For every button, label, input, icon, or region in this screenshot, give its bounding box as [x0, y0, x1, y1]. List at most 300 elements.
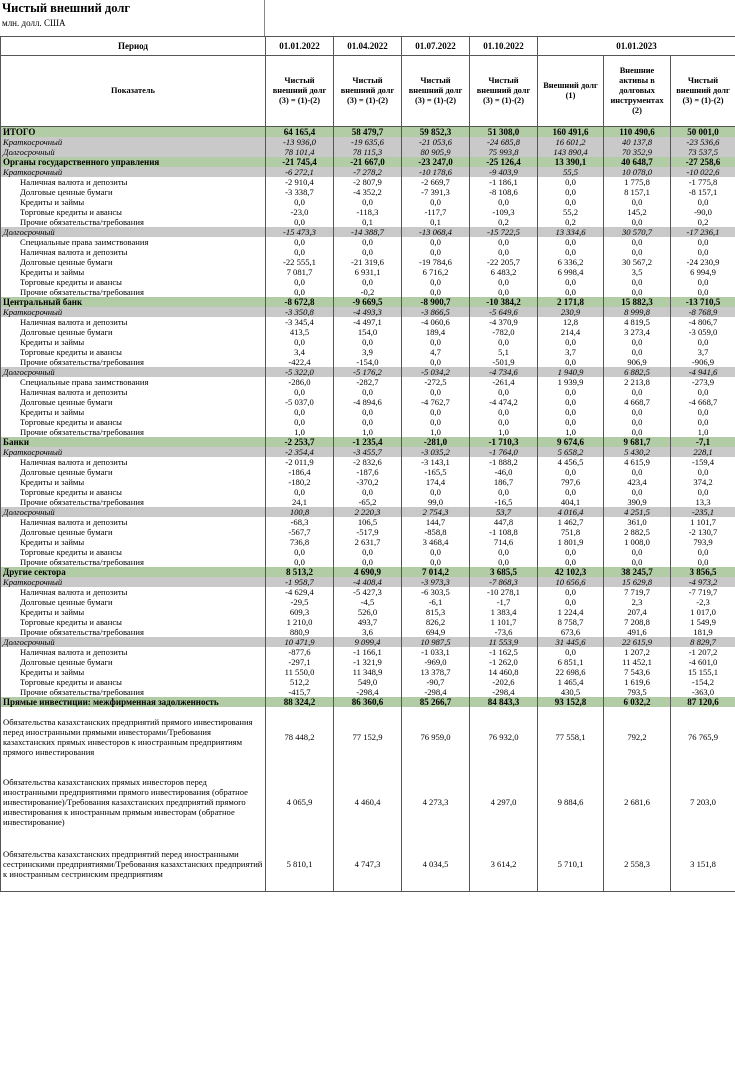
table-row: [1, 317, 735, 327]
table-row: [1, 327, 735, 337]
value-cell: -4 973,2: [671, 577, 735, 587]
value-cell: -4 629,4: [266, 587, 334, 597]
row-label: Наличная валюта и депозиты: [1, 587, 266, 597]
value-cell: 0,0: [604, 247, 671, 257]
value-cell: 0,0: [604, 557, 671, 567]
row-label: Торговые кредиты и авансы: [1, 417, 266, 427]
value-cell: 87 120,6: [671, 697, 735, 707]
value-cell: -1 235,4: [334, 437, 402, 447]
value-cell: -7 391,3: [402, 187, 470, 197]
table-row: [1, 567, 735, 577]
table-row: [1, 257, 735, 267]
value-cell: -14 388,7: [334, 227, 402, 237]
value-cell: 4,7: [402, 347, 470, 357]
value-cell: -1 108,8: [470, 527, 538, 537]
value-cell: -8 900,7: [402, 297, 470, 307]
value-cell: -5 649,6: [470, 307, 538, 317]
header-row-indicator: [1, 56, 735, 127]
table-row: [1, 547, 735, 557]
value-cell: 374,2: [671, 477, 735, 487]
value-cell: -415,7: [266, 687, 334, 697]
value-cell: -2,3: [671, 597, 735, 607]
value-cell: -286,0: [266, 377, 334, 387]
value-cell: 3 685,5: [470, 567, 538, 577]
value-cell: 50 001,0: [671, 127, 735, 138]
value-cell: -10 022,6: [671, 167, 735, 177]
value-cell: -13 710,5: [671, 297, 735, 307]
value-cell: 6 851,1: [538, 657, 604, 667]
table-row: [1, 537, 735, 547]
value-cell: 0,0: [470, 287, 538, 297]
value-cell: 228,1: [671, 447, 735, 457]
row-label: Кредиты и займы: [1, 267, 266, 277]
value-cell: -5 034,2: [402, 367, 470, 377]
value-cell: 2,3: [604, 597, 671, 607]
value-cell: -4,5: [334, 597, 402, 607]
value-cell: 76 765,9: [671, 707, 735, 767]
table-row: [1, 447, 735, 457]
value-cell: 1 207,2: [604, 647, 671, 657]
value-cell: 8 157,1: [604, 187, 671, 197]
value-cell: 1 101,7: [671, 517, 735, 527]
value-cell: 0,0: [470, 247, 538, 257]
value-cell: 145,2: [604, 207, 671, 217]
row-label: Краткосрочный: [1, 577, 266, 587]
value-cell: 2 882,5: [604, 527, 671, 537]
table-row: [1, 587, 735, 597]
value-cell: 10 471,9: [266, 637, 334, 647]
value-cell: 0,0: [402, 337, 470, 347]
value-cell: 0,0: [470, 487, 538, 497]
date-header-last: 01.01.2023: [538, 37, 735, 56]
value-cell: 0,2: [671, 217, 735, 227]
value-cell: -109,3: [470, 207, 538, 217]
value-cell: -13 068,4: [402, 227, 470, 237]
value-cell: 1 619,6: [604, 677, 671, 687]
value-cell: 77 558,1: [538, 707, 604, 767]
value-cell: 4 747,3: [334, 837, 402, 892]
value-cell: 13 334,6: [538, 227, 604, 237]
value-cell: 0,0: [402, 417, 470, 427]
value-cell: 1,0: [671, 427, 735, 437]
value-cell: 40 648,7: [604, 157, 671, 167]
header-row-period: [1, 37, 735, 56]
value-cell: 714,6: [470, 537, 538, 547]
value-cell: 80 905,9: [402, 147, 470, 157]
row-label: Обязательства казахстанских прямых инвесторов перед иностранными предприятиями прямого инвестирования (обратное инвестирование)/Требования казахстанских предприятий прямого инвестирования к иностранным прямым инвесторам (обратное инвестирование): [1, 767, 266, 837]
indicator-label: Показатель: [1, 56, 266, 127]
value-cell: -363,0: [671, 687, 735, 697]
table-row: [1, 237, 735, 247]
value-cell: -6 272,1: [266, 167, 334, 177]
value-cell: 143 890,4: [538, 147, 604, 157]
value-cell: -0,2: [334, 287, 402, 297]
value-cell: 797,6: [538, 477, 604, 487]
row-label: Торговые кредиты и авансы: [1, 277, 266, 287]
value-cell: -21 319,6: [334, 257, 402, 267]
value-cell: 181,9: [671, 627, 735, 637]
value-cell: -6 303,5: [402, 587, 470, 597]
unit-note: млн. долл. США: [2, 18, 66, 28]
table-row: [1, 397, 735, 407]
value-cell: 5 710,1: [538, 837, 604, 892]
value-cell: 1 940,9: [538, 367, 604, 377]
value-cell: 55,2: [538, 207, 604, 217]
row-label: Обязательства казахстанских предприятий перед иностранными сестринскими предприятиями/Требования казахстанских предприятий к иностранным сестринским предприятиям: [1, 837, 266, 892]
value-cell: -9 669,5: [334, 297, 402, 307]
table-row: [1, 677, 735, 687]
value-cell: 0,0: [402, 287, 470, 297]
value-cell: 0,0: [671, 337, 735, 347]
value-cell: -8 672,8: [266, 297, 334, 307]
value-cell: 0,0: [671, 467, 735, 477]
value-cell: 15 155,1: [671, 667, 735, 677]
row-label: Краткосрочный: [1, 447, 266, 457]
value-cell: -3 866,5: [402, 307, 470, 317]
table-row: [1, 497, 735, 507]
row-label: Краткосрочный: [1, 167, 266, 177]
value-cell: 549,0: [334, 677, 402, 687]
value-cell: 3 468,4: [402, 537, 470, 547]
value-cell: 6 483,2: [470, 267, 538, 277]
value-cell: 736,8: [266, 537, 334, 547]
value-cell: 793,5: [604, 687, 671, 697]
value-cell: 6 998,4: [538, 267, 604, 277]
value-cell: 4 456,5: [538, 457, 604, 467]
net-debt-header: Чистый внешний долг (3) = (1)-(2): [470, 56, 538, 127]
value-cell: -7 719,7: [671, 587, 735, 597]
value-cell: -27 258,6: [671, 157, 735, 167]
value-cell: 413,5: [266, 327, 334, 337]
value-cell: 0,0: [266, 487, 334, 497]
value-cell: 0,0: [266, 217, 334, 227]
value-cell: -4 474,2: [470, 397, 538, 407]
net-debt-header: Чистый внешний долг (3) = (1)-(2): [334, 56, 402, 127]
value-cell: -22 205,7: [470, 257, 538, 267]
value-cell: 2 171,8: [538, 297, 604, 307]
row-label: Долгосрочный: [1, 507, 266, 517]
table-row: [1, 167, 735, 177]
value-cell: 0,0: [334, 557, 402, 567]
table-row: [1, 517, 735, 527]
value-cell: -4 894,6: [334, 397, 402, 407]
value-cell: 4 034,5: [402, 837, 470, 892]
value-cell: 106,5: [334, 517, 402, 527]
value-cell: 0,0: [671, 557, 735, 567]
table-row: [1, 597, 735, 607]
period-label: Период: [1, 37, 266, 56]
table-row: [1, 207, 735, 217]
value-cell: 751,8: [538, 527, 604, 537]
value-cell: 0,0: [334, 487, 402, 497]
row-label: Прочие обязательства/требования: [1, 627, 266, 637]
value-cell: 9 884,6: [538, 767, 604, 837]
value-cell: 0,0: [604, 277, 671, 287]
external-debt-header: Внешний долг (1): [538, 56, 604, 127]
value-cell: 186,7: [470, 477, 538, 487]
value-cell: 2 220,3: [334, 507, 402, 517]
value-cell: -4 370,9: [470, 317, 538, 327]
value-cell: 85 266,7: [402, 697, 470, 707]
value-cell: -2 669,7: [402, 177, 470, 187]
date-header: 01.04.2022: [334, 37, 402, 56]
row-label: Наличная валюта и депозиты: [1, 647, 266, 657]
value-cell: -165,5: [402, 467, 470, 477]
value-cell: 7 543,6: [604, 667, 671, 677]
value-cell: 144,7: [402, 517, 470, 527]
value-cell: -1 162,5: [470, 647, 538, 657]
row-label: Наличная валюта и депозиты: [1, 317, 266, 327]
row-label: Центральный банк: [1, 297, 266, 307]
value-cell: 0,0: [470, 417, 538, 427]
value-cell: 64 165,4: [266, 127, 334, 138]
value-cell: -370,2: [334, 477, 402, 487]
row-label: Торговые кредиты и авансы: [1, 547, 266, 557]
value-cell: -65,2: [334, 497, 402, 507]
value-cell: 9 099,4: [334, 637, 402, 647]
value-cell: 0,0: [538, 177, 604, 187]
value-cell: -7 278,2: [334, 167, 402, 177]
value-cell: 1 210,0: [266, 617, 334, 627]
value-cell: -8 157,1: [671, 187, 735, 197]
value-cell: -24 685,8: [470, 137, 538, 147]
table-row: [1, 767, 735, 837]
value-cell: 11 348,9: [334, 667, 402, 677]
value-cell: 58 479,7: [334, 127, 402, 138]
value-cell: -23 247,0: [402, 157, 470, 167]
value-cell: -3 350,8: [266, 307, 334, 317]
value-cell: -1 958,7: [266, 577, 334, 587]
row-label: Кредиты и займы: [1, 537, 266, 547]
value-cell: -8 108,6: [470, 187, 538, 197]
value-cell: 11 550,0: [266, 667, 334, 677]
table-row: [1, 197, 735, 207]
value-cell: -1 186,1: [470, 177, 538, 187]
table-row: [1, 247, 735, 257]
value-cell: -4 734,6: [470, 367, 538, 377]
value-cell: -1 033,1: [402, 647, 470, 657]
value-cell: 0,0: [538, 597, 604, 607]
value-cell: 404,1: [538, 497, 604, 507]
value-cell: 906,9: [604, 357, 671, 367]
value-cell: -297,1: [266, 657, 334, 667]
table-row: [1, 177, 735, 187]
row-label: Долгосрочный: [1, 227, 266, 237]
value-cell: -298,4: [334, 687, 402, 697]
value-cell: 7 014,2: [402, 567, 470, 577]
date-header: 01.01.2022: [266, 37, 334, 56]
table-row: [1, 387, 735, 397]
value-cell: 2 213,8: [604, 377, 671, 387]
table-row: [1, 457, 735, 467]
value-cell: -4 806,7: [671, 317, 735, 327]
table-row: [1, 487, 735, 497]
net-debt-header: Чистый внешний долг (3) = (1)-(2): [266, 56, 334, 127]
value-cell: 0,0: [402, 557, 470, 567]
value-cell: -7,1: [671, 437, 735, 447]
value-cell: 0,0: [334, 407, 402, 417]
value-cell: 59 852,3: [402, 127, 470, 138]
value-cell: 88 324,2: [266, 697, 334, 707]
table-row: [1, 437, 735, 447]
value-cell: -298,4: [470, 687, 538, 697]
external-assets-header: Внешние активы в долговых инструментах (2): [604, 56, 671, 127]
value-cell: 880,9: [266, 627, 334, 637]
value-cell: -1 888,2: [470, 457, 538, 467]
value-cell: 15 882,3: [604, 297, 671, 307]
value-cell: 99,0: [402, 497, 470, 507]
value-cell: -3 338,7: [266, 187, 334, 197]
value-cell: -5 037,0: [266, 397, 334, 407]
value-cell: 22 615,9: [604, 637, 671, 647]
value-cell: -46,0: [470, 467, 538, 477]
row-label: Другие сектора: [1, 567, 266, 577]
value-cell: 0,0: [470, 197, 538, 207]
row-label: Долговые ценные бумаги: [1, 187, 266, 197]
table-row: [1, 417, 735, 427]
value-cell: 15 629,8: [604, 577, 671, 587]
value-cell: -4 060,6: [402, 317, 470, 327]
value-cell: 6 994,9: [671, 267, 735, 277]
value-cell: 6 336,2: [538, 257, 604, 267]
value-cell: 493,7: [334, 617, 402, 627]
value-cell: 0,0: [604, 407, 671, 417]
row-label: Долгосрочный: [1, 367, 266, 377]
value-cell: 0,0: [671, 417, 735, 427]
table-row: [1, 267, 735, 277]
value-cell: 609,3: [266, 607, 334, 617]
table-row: [1, 227, 735, 237]
value-cell: 4 251,5: [604, 507, 671, 517]
table-row: [1, 287, 735, 297]
value-cell: 0,0: [671, 487, 735, 497]
value-cell: -186,4: [266, 467, 334, 477]
value-cell: 512,2: [266, 677, 334, 687]
value-cell: 13 390,1: [538, 157, 604, 167]
value-cell: -1 321,9: [334, 657, 402, 667]
value-cell: 0,0: [470, 277, 538, 287]
value-cell: 0,0: [671, 197, 735, 207]
value-cell: -17 236,1: [671, 227, 735, 237]
value-cell: -782,0: [470, 327, 538, 337]
value-cell: 22 698,6: [538, 667, 604, 677]
value-cell: 0,0: [334, 197, 402, 207]
value-cell: 3 614,2: [470, 837, 538, 892]
value-cell: 7 719,7: [604, 587, 671, 597]
value-cell: 76 959,0: [402, 707, 470, 767]
value-cell: -10 278,1: [470, 587, 538, 597]
row-label: Прочие обязательства/требования: [1, 687, 266, 697]
value-cell: 4 668,7: [604, 397, 671, 407]
row-label: Торговые кредиты и авансы: [1, 677, 266, 687]
value-cell: 0,0: [266, 337, 334, 347]
value-cell: 0,0: [266, 277, 334, 287]
value-cell: -272,5: [402, 377, 470, 387]
value-cell: 0,0: [604, 387, 671, 397]
value-cell: 1 101,7: [470, 617, 538, 627]
row-label: Торговые кредиты и авансы: [1, 617, 266, 627]
value-cell: 230,9: [538, 307, 604, 317]
value-cell: -877,6: [266, 647, 334, 657]
value-cell: -159,4: [671, 457, 735, 467]
table-row: [1, 217, 735, 227]
value-cell: 3,5: [604, 267, 671, 277]
value-cell: 0,1: [402, 217, 470, 227]
value-cell: 30 570,7: [604, 227, 671, 237]
value-cell: 0,0: [604, 287, 671, 297]
value-cell: -21 745,4: [266, 157, 334, 167]
value-cell: 447,8: [470, 517, 538, 527]
value-cell: -23,0: [266, 207, 334, 217]
value-cell: 423,4: [604, 477, 671, 487]
value-cell: 2 631,7: [334, 537, 402, 547]
table-row: [1, 697, 735, 707]
value-cell: 0,0: [538, 247, 604, 257]
table-row: [1, 407, 735, 417]
value-cell: 491,6: [604, 627, 671, 637]
value-cell: 3,6: [334, 627, 402, 637]
table-row: [1, 507, 735, 517]
value-cell: 11 553,9: [470, 637, 538, 647]
value-cell: 0,0: [538, 557, 604, 567]
value-cell: 0,0: [538, 587, 604, 597]
value-cell: 3 856,5: [671, 567, 735, 577]
value-cell: 78 115,3: [334, 147, 402, 157]
table-row: [1, 527, 735, 537]
row-label: Долговые ценные бумаги: [1, 257, 266, 267]
value-cell: 5 658,2: [538, 447, 604, 457]
value-cell: 100,8: [266, 507, 334, 517]
value-cell: 0,0: [538, 197, 604, 207]
value-cell: 0,0: [671, 277, 735, 287]
row-label: Торговые кредиты и авансы: [1, 487, 266, 497]
value-cell: 0,0: [538, 187, 604, 197]
value-cell: -2 910,4: [266, 177, 334, 187]
value-cell: -969,0: [402, 657, 470, 667]
value-cell: 0,0: [266, 387, 334, 397]
value-cell: -2 253,7: [266, 437, 334, 447]
table-title: Чистый внешний долг: [2, 1, 131, 15]
value-cell: 86 360,6: [334, 697, 402, 707]
value-cell: 1,0: [402, 427, 470, 437]
value-cell: 51 308,0: [470, 127, 538, 138]
row-label: Прочие обязательства/требования: [1, 357, 266, 367]
value-cell: 0,0: [604, 547, 671, 557]
table-row: [1, 617, 735, 627]
row-label: Прочие обязательства/требования: [1, 427, 266, 437]
value-cell: 0,0: [671, 247, 735, 257]
value-cell: 110 490,6: [604, 127, 671, 138]
value-cell: 2 558,3: [604, 837, 671, 892]
value-cell: 0,0: [266, 557, 334, 567]
value-cell: -2 354,4: [266, 447, 334, 457]
table-row: [1, 627, 735, 637]
value-cell: -21 053,6: [402, 137, 470, 147]
value-cell: 9 674,6: [538, 437, 604, 447]
value-cell: 0,0: [402, 387, 470, 397]
row-label: Кредиты и займы: [1, 607, 266, 617]
value-cell: 30 567,2: [604, 257, 671, 267]
value-cell: 5 430,2: [604, 447, 671, 457]
value-cell: 75 993,8: [470, 147, 538, 157]
value-cell: 154,0: [334, 327, 402, 337]
value-cell: 1 383,4: [470, 607, 538, 617]
value-cell: -8 768,9: [671, 307, 735, 317]
value-cell: -906,9: [671, 357, 735, 367]
value-cell: -517,9: [334, 527, 402, 537]
table-row: [1, 467, 735, 477]
value-cell: -68,3: [266, 517, 334, 527]
